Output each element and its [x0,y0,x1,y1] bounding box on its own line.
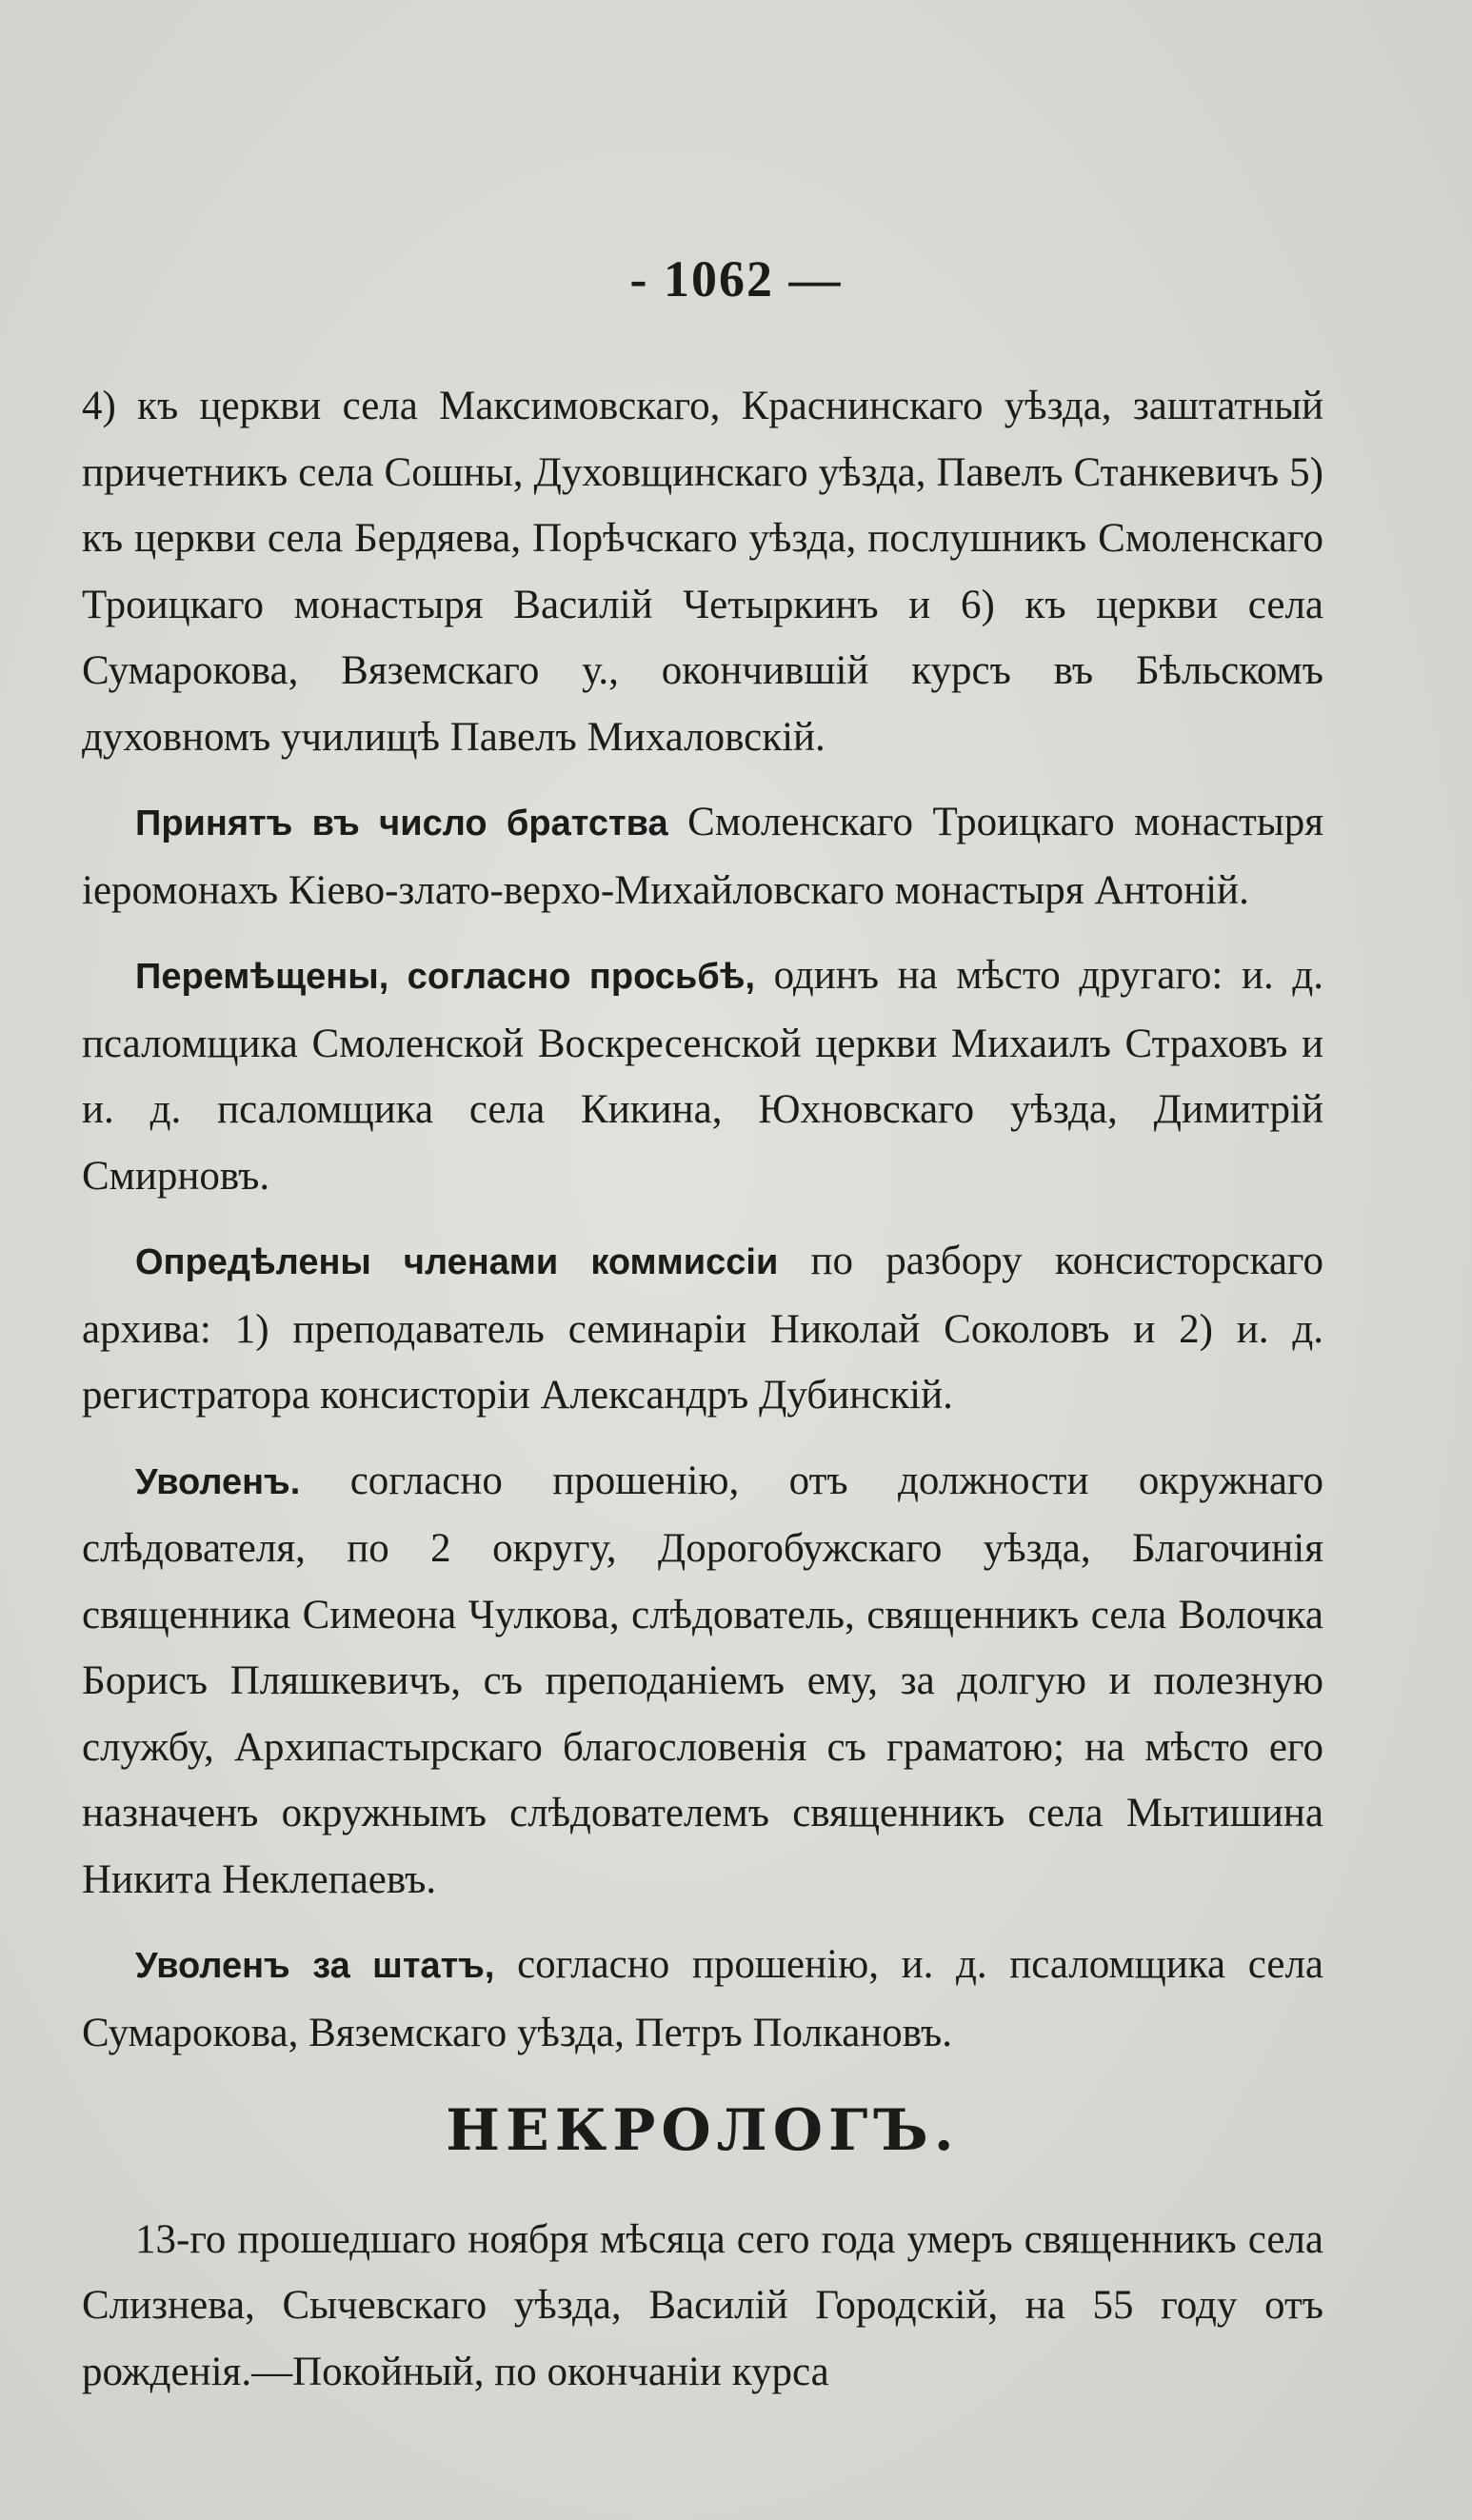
paragraph-accepted-brotherhood [82,789,1323,923]
paragraph-dismissed [82,1448,1323,1914]
paragraph-lead: Перемѣщены, согласно просьбѣ, [135,957,755,997]
paragraph-lead: Уволенъ за штатъ, [135,1946,495,1986]
paragraph-commission-members [82,1228,1323,1429]
paragraph-text: согласно прошенію, и. д. псаломщика села Сумарокова, Вяземскаго уѣзда, Петръ Полкановъ. [82,1942,1324,2055]
paragraph-appointments [82,373,1323,770]
page-number: - 1062 — [629,250,843,308]
paragraph-transferred [82,943,1323,1209]
obituary-paragraph: 13-го прошедшаго ноября мѣсяца сего года умеръ священникъ села Слизнева, Сычевскаго уѣзда, Василій Городскій, на 55 году отъ рожденія.—Покойный, по окончаніи курса [82,2216,1323,2394]
paragraph-text: 4) къ церкви села Максимовскаго, Краснинскаго уѣзда, заштатный причетникъ села Сошны, Духовщинскаго уѣзда, Павелъ Станкевичъ 5) къ церкви села Бердяева, Порѣчскаго уѣзда, послушникъ Смоленскаго Троицкаго монастыря Василій Четыркинъ и 6) къ церкви села Сумарокова, Вяземскаго у., окончившій курсъ въ Бѣльскомъ духовномъ училищѣ Павелъ Михаловскій. [82,384,1323,760]
paragraph-text: Смоленскаго Троицкаго монастыря іеромонахъ Кіево-злато-верхо-Михайловскаго монастыря Антоній. [82,800,1323,913]
paragraph-text: одинъ на мѣсто другаго: и. д. псаломщика Смоленской Воскресенской церкви Михаилъ Страховъ и и. д. псаломщика села Кикина, Юхновскаго уѣзда, Димитрій Смирновъ. [82,953,1323,1199]
paragraph-lead: Опредѣлены членами коммиссіи [135,1242,779,1282]
paragraph-lead: Уволенъ. [135,1461,301,1502]
paragraph-lead: Принятъ въ число братства [135,804,668,843]
paragraph-text: по разбору консисторскаго архива: 1) преподаватель семинаріи Николай Соколовъ и 2) и. д. регистратора консисторіи Александръ Дубинскій. [82,1239,1323,1418]
page-body [82,373,1323,2424]
paragraph-text: согласно прошенію, отъ должности окружнаго слѣдователя, по 2 округу, Дорогобужскаго уѣзда, Благочинія священника Симеона Чулкова, слѣдователь, священникъ села Волочка Борисъ Пляшкевичъ, съ преподаніемъ ему, за долгую и полезную службу, Архипастырскаго благословенія съ граматою; на мѣсто его назначенъ окружнымъ слѣдователемъ священникъ села Мытишина Никита Неклепаевъ. [82,1458,1323,1902]
section-heading: НЕКРОЛОГЪ. [446,2097,960,2164]
paragraph-retired [82,1932,1323,2066]
